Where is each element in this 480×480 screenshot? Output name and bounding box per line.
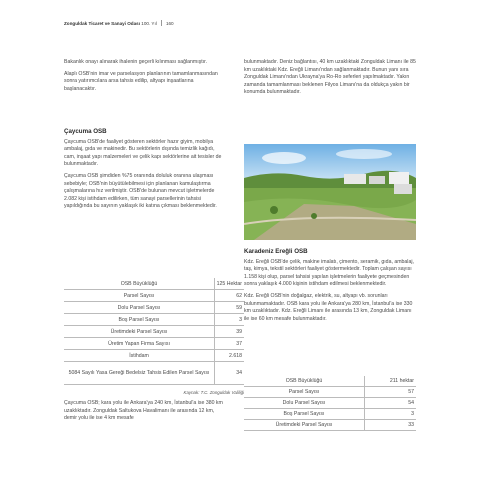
table-cell-label: Üretim Yapan Firma Sayısı (64, 338, 215, 350)
eregli-section (244, 248, 416, 327)
paragraph: Kdz. Ereğli OSB'de çelik, makine imalatı, çimento, seramik, gıda, ambalaj, taş, kimya, tekstil sektörleri faaliyet göstermektedir. Toplam çalışan sayısı 1.158 kişi olup, parsel tahsisi yapılan işletmelerin faaliyete geçmesinden sonra yaklaşık 4.000 kişinin istihdam edilmesi beklenmektedir. (244, 258, 414, 288)
table-row (244, 398, 416, 409)
table-cell-label: Üretimdeki Parsel Sayısı (64, 326, 215, 338)
table-row (64, 278, 244, 290)
eregli-heading: Karadeniz Ereğli OSB (244, 248, 308, 255)
table-cell-value: 2.618 (215, 350, 245, 362)
table-cell-label: İstihdam (64, 350, 215, 362)
paragraph: Çaycuma OSB şimdiden %75 oranında doluluk oranına ulaşması sebebiyle; OSB'nin büyütülebilmesi için planlanan kamulaştırma çalışmalarına hız verilmiştir. OSB'de bulunan mevcut işletmelerde 2.082 kişi istihdam edilirken, tüm sanayi parsellerinin tahsisi yapıldığında bu sayının yaklaşık iki katına çıkması beklenmektedir. (64, 172, 217, 210)
left-intro (64, 59, 224, 97)
paragraph: Çaycuma OSB; kara yolu ile Ankara'ya 240 km, İstanbul'a ise 380 km uzaklıktadır. Zonguldak Saltukova Havalimanı ile arasında 12 km, demir yolu ile ise 4 km mesafe (64, 400, 223, 422)
table-cell-label: Dolu Parsel Sayısı (64, 302, 215, 314)
caycuma-table-wrap (64, 278, 244, 395)
table-cell-value: 125 Hektar (215, 278, 245, 290)
table-row (64, 326, 244, 338)
table-cell-value: 3 (215, 314, 245, 326)
table-cell-value: 34 (215, 362, 245, 385)
table-cell-label: OSB Büyüklüğü (244, 376, 365, 387)
paragraph: bulunmaktadır. Deniz bağlantısı, 40 km uzaklıktaki Zonguldak Limanı ile 85 km uzaklıktaki Kdz. Ereğli Limanı'ndan sağlanmaktadır. Bunun yanı sıra Zonguldak Limanı'ndan Ukrayna'ya Ro-Ro seferleri yapılmaktadır. Yakın zamanda tamamlanması beklenen Filyos Limanı'na da oldukça yakın bir konumda bulunmaktadır. (244, 59, 416, 96)
paragraph: Bakanlık onayı alınarak ihalenin geçerli kılınması sağlanmıştır. (64, 59, 208, 65)
table-cell-label: Üretimdeki Parsel Sayısı (244, 420, 365, 431)
page-number: 160 (165, 21, 174, 26)
table-cell-value: 57 (365, 387, 417, 398)
table-cell-label: Boş Parsel Sayısı (64, 314, 215, 326)
table-cell-value: 37 (215, 338, 245, 350)
table-cell-label: 5084 Sayılı Yasa Gereği Bedelsiz Tahsis Edilen Parsel Sayısı (64, 362, 215, 385)
page-header (64, 20, 174, 26)
table-row (244, 409, 416, 420)
table-cell-label: Parsel Sayısı (244, 387, 365, 398)
paragraph: Alaplı OSB'nin imar ve parselasyon planlarının tamamlanmasından sonra yatırımcılara arsa tahsis edilip, altyapı inşaatlarına başlanacaktır. (64, 70, 218, 92)
table-row (64, 302, 244, 314)
eregli-table-wrap (244, 376, 416, 431)
table-row (244, 376, 416, 387)
caycuma-heading: Çaycuma OSB (64, 128, 107, 135)
table-row (244, 420, 416, 431)
table-cell-value: 39 (215, 326, 245, 338)
table-cell-value: 3 (365, 409, 417, 420)
table-cell-label: Dolu Parsel Sayısı (244, 398, 365, 409)
table-row (64, 350, 244, 362)
table-row (64, 362, 244, 385)
osb-aerial-photo (244, 144, 416, 240)
table-cell-value: 62 (215, 290, 245, 302)
caycuma-section (64, 128, 224, 215)
caycuma-table (64, 278, 244, 385)
table-cell-value: 54 (365, 398, 417, 409)
table-cell-label: Boş Parsel Sayısı (244, 409, 365, 420)
table-cell-value: 33 (365, 420, 417, 431)
table-cell-label: OSB Büyüklüğü (64, 278, 215, 290)
eregli-table (244, 376, 416, 431)
table-cell-value: 59 (215, 302, 245, 314)
table-row (244, 387, 416, 398)
right-intro (244, 59, 416, 101)
header-subtitle: 100. Yıl (141, 21, 157, 26)
header-divider (161, 20, 162, 26)
paragraph: Kdz. Ereğli OSB'nin doğalgaz, elektrik, su, altyapı vb. sorunları bulunmamaktadır. OSB kara yolu ile Ankara'ya 280 km, İstanbul'a ise 330 km uzaklıktadır. Kdz. Ereğli Limanı ile arasında 13 km, Zonguldak Limanı ile ise 60 km mesafe bulunmaktadır. (244, 292, 413, 322)
table-row (64, 338, 244, 350)
table-row (64, 290, 244, 302)
table-row (64, 314, 244, 326)
table-cell-value: 211 hektar (365, 376, 417, 387)
paragraph: Çaycuma OSB'de faaliyet gösteren sektörler hazır giyim, mobilya ambalaj, gıda ve makinedir. Bu sektörlerin dışında temizlik kağıdı, cam, inşaat yapı malzemeleri ve çelik kapı sektörlerine ait tesisler de bulunmaktadır. (64, 138, 222, 168)
header-title: Zonguldak Ticaret ve Sanayi Odası (64, 21, 140, 26)
caycuma-source: Kaynak: T.C. Zonguldak Valiliği (183, 390, 244, 395)
caycuma-closing (64, 400, 224, 427)
table-cell-label: Parsel Sayısı (64, 290, 215, 302)
